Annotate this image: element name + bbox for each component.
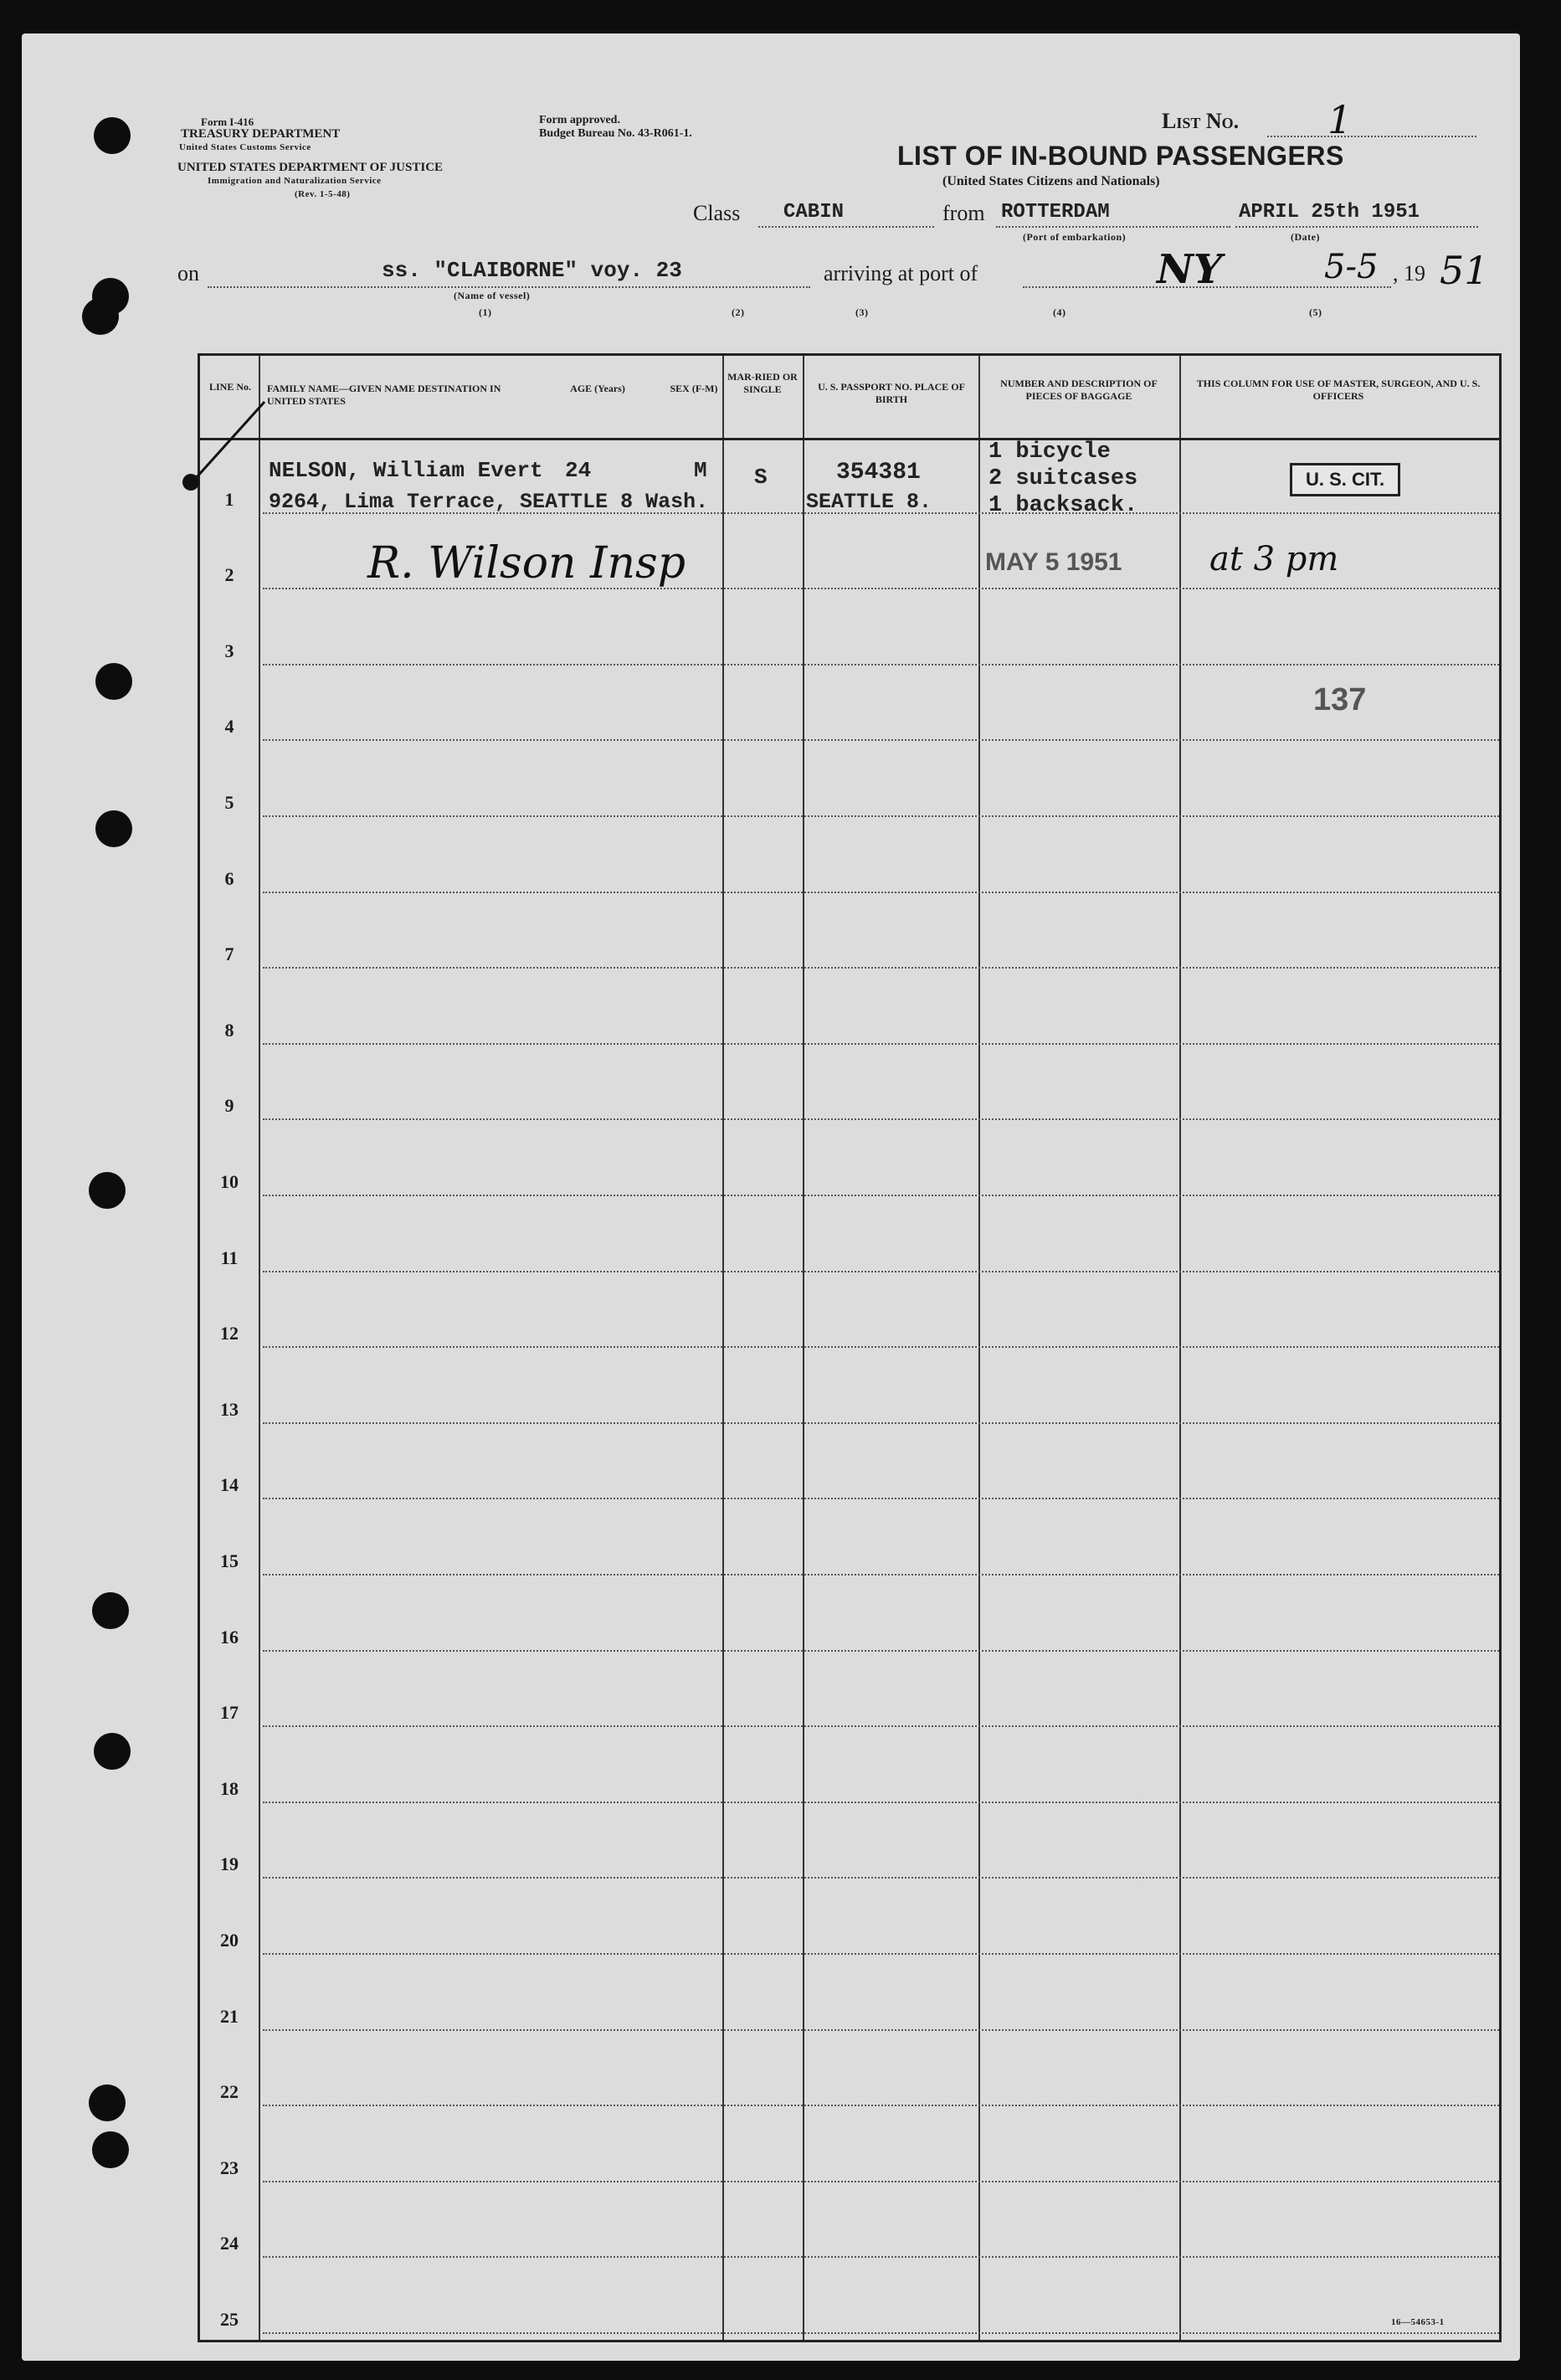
date-caption: (Date) — [1291, 231, 1320, 243]
class-line — [758, 226, 934, 228]
row-rule — [263, 1802, 1499, 1803]
row-rule — [263, 815, 1499, 817]
punch-hole — [82, 298, 119, 335]
row-rule — [263, 739, 1499, 741]
row-rule — [263, 1118, 1499, 1120]
baggage-item: 2 suitcases — [988, 466, 1138, 491]
passport-number: 354381 — [836, 460, 921, 486]
line-number: 22 — [220, 2081, 239, 2103]
passenger-marital: S — [754, 465, 768, 490]
baggage-item: 1 bicycle — [988, 440, 1111, 465]
col-number: (4) — [1053, 306, 1066, 318]
row-rule — [263, 967, 1499, 969]
time-note: at 3 pm — [1209, 540, 1339, 578]
row-rule — [263, 2256, 1499, 2258]
baggage-item: 1 backsack. — [988, 493, 1138, 518]
punch-hole — [89, 1172, 126, 1209]
budget-bureau: Budget Bureau No. 43-R061-1. — [539, 127, 692, 140]
arriving-label: arriving at port of — [824, 261, 978, 285]
col-header-name: FAMILY NAME—GIVEN NAME DESTINATION IN UNITED STATES — [267, 383, 501, 407]
departure-date: APRIL 25th 1951 — [1239, 201, 1420, 224]
us-citizen-stamp: U. S. CIT. — [1290, 463, 1400, 496]
punch-hole — [92, 1592, 129, 1629]
line-number: 5 — [224, 792, 234, 813]
date-stamp: MAY 5 1951 — [985, 548, 1122, 576]
row-rule — [263, 1043, 1499, 1045]
line-number: 11 — [220, 1247, 239, 1268]
col-header-passport: U. S. PASSPORT NO. PLACE OF BIRTH — [818, 381, 965, 405]
col-header-married: MAR-RIED OR SINGLE — [727, 371, 798, 395]
list-no-line — [1267, 136, 1476, 137]
col-header-officers: THIS COLUMN FOR USE OF MASTER, SURGEON, AND U. S. OFFICERS — [1196, 378, 1481, 402]
list-no-label: List No. — [1162, 109, 1240, 133]
line-number: 1 — [224, 488, 234, 510]
vessel-caption: (Name of vessel) — [454, 290, 531, 301]
line-number: 13 — [220, 1398, 239, 1420]
line-number: 10 — [220, 1171, 239, 1192]
passenger-address: 9264, Lima Terrace, SEATTLE 8 Wash. — [269, 490, 709, 514]
line-number: 16 — [220, 1626, 239, 1647]
line-number: 2 — [224, 564, 234, 586]
vessel-line — [208, 286, 810, 288]
passenger-sex: M — [694, 458, 707, 483]
from-line — [996, 226, 1230, 228]
row-rule — [263, 1877, 1499, 1879]
row-rule — [263, 1422, 1499, 1424]
punch-hole — [95, 810, 132, 847]
inspector-signature: R. Wilson Insp — [367, 538, 686, 589]
col-header-sex: SEX (F-M) — [670, 383, 718, 394]
class-value: CABIN — [783, 201, 845, 224]
col-number: (2) — [732, 306, 745, 318]
line-number: 18 — [220, 1777, 239, 1799]
line-number: 24 — [220, 2233, 239, 2254]
col-number: (1) — [479, 306, 492, 318]
line-number: 23 — [220, 2156, 239, 2178]
line-number: 8 — [224, 1019, 234, 1041]
punch-hole — [95, 663, 132, 700]
row-rule — [263, 2181, 1499, 2182]
arrival-port: NY — [1157, 246, 1223, 293]
arrival-date: 5-5 — [1324, 248, 1379, 286]
form-number: Form I-416 — [201, 116, 254, 128]
vessel-name: ss. "CLAIBORNE" voy. 23 — [382, 258, 682, 283]
line-number: 25 — [220, 2309, 239, 2330]
punch-hole — [89, 2084, 126, 2121]
row-rule — [263, 1195, 1499, 1196]
col-number: (5) — [1309, 306, 1322, 318]
birthplace: SEATTLE 8. — [806, 490, 932, 514]
from-value: ROTTERDAM — [1001, 201, 1110, 224]
passenger-table — [198, 353, 1502, 2342]
row-rule — [263, 1953, 1499, 1955]
page-subtitle: (United States Citizens and Nationals) — [942, 174, 1160, 188]
line-number: 15 — [220, 1550, 239, 1571]
line-number: 6 — [224, 867, 234, 889]
port-caption: (Port of embarkation) — [1023, 231, 1127, 243]
on-label: on — [177, 261, 199, 285]
date-line — [1235, 226, 1478, 228]
list-no-value: 1 — [1327, 97, 1353, 142]
header-rule — [200, 438, 1499, 440]
pen-mark — [181, 393, 273, 494]
col-header-line-no: LINE No. — [208, 381, 251, 393]
arrival-year: 51 — [1440, 248, 1489, 293]
row-rule — [263, 2029, 1499, 2031]
row-rule — [263, 1725, 1499, 1727]
punch-hole — [94, 117, 131, 154]
line-number: 14 — [220, 1474, 239, 1496]
row-rule — [263, 1346, 1499, 1348]
row-rule — [263, 1498, 1499, 1499]
manifest-page — [22, 33, 1520, 2361]
print-code: 16—54653-1 — [1391, 2317, 1445, 2327]
number-stamp: 137 — [1313, 682, 1367, 717]
line-number: 21 — [220, 2005, 239, 2027]
line-number: 12 — [220, 1323, 239, 1344]
line-number: 17 — [220, 1702, 239, 1724]
line-number: 20 — [220, 1930, 239, 1951]
row-rule — [263, 1650, 1499, 1652]
line-number: 4 — [224, 716, 234, 738]
treasury-dept: TREASURY DEPARTMENT — [181, 127, 341, 141]
customs-service: United States Customs Service — [179, 142, 311, 152]
column-divider — [259, 356, 260, 2340]
class-label: Class — [693, 201, 741, 225]
col-header-age: AGE (Years) — [570, 383, 625, 394]
line-number: 19 — [220, 1853, 239, 1875]
line-number: 3 — [224, 640, 234, 661]
form-approved: Form approved. — [539, 114, 620, 126]
passenger-name: NELSON, William Evert — [269, 458, 543, 483]
row-rule — [263, 2332, 1499, 2334]
page-title: LIST OF IN-BOUND PASSENGERS — [897, 141, 1344, 171]
revision: (Rev. 1-5-48) — [295, 189, 351, 199]
row-rule — [263, 664, 1499, 666]
punch-hole — [92, 2131, 129, 2168]
row-rule — [263, 1574, 1499, 1576]
col-number: (3) — [855, 306, 869, 318]
row-rule — [263, 892, 1499, 893]
year-prefix: , 19 — [1393, 261, 1425, 285]
line-number: 9 — [224, 1095, 234, 1117]
passenger-age: 24 — [565, 458, 592, 483]
row-rule — [263, 2105, 1499, 2106]
from-label: from — [942, 201, 985, 225]
line-number: 7 — [224, 943, 234, 965]
punch-hole — [94, 1733, 131, 1770]
row-rule — [263, 1271, 1499, 1272]
col-header-baggage: NUMBER AND DESCRIPTION OF PIECES OF BAGGAGE — [1000, 378, 1158, 402]
immigration-service: Immigration and Naturalization Service — [208, 176, 382, 186]
justice-dept: UNITED STATES DEPARTMENT OF JUSTICE — [177, 161, 444, 174]
